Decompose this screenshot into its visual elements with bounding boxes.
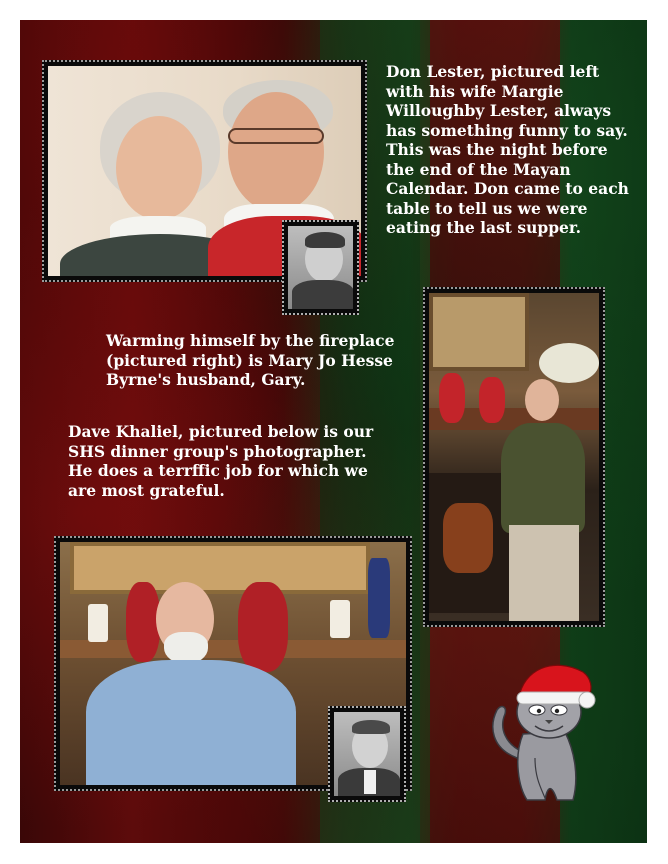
photo-gary-fireplace [423,287,605,627]
santa-cat-illustration [483,648,601,808]
yearbook-photo-don-image [288,226,353,309]
caption-gary-byrne: Warming himself by the fireplace (pictured right) is Mary Jo Hesse Byrne's husband, Gary. [106,331,395,389]
yearbook-photo-dave [328,706,406,802]
photo-gary-fireplace-image [429,293,599,621]
caption-don-lester: Don Lester, pictured left with his wife Margie Willoughby Lester, always has something funny to say. This was the night before the end of the Mayan Calendar. Don came to each table to tell us we were eating the last supper. [386,62,629,237]
santa-hat-icon [517,665,595,708]
yearbook-photo-don [282,220,359,315]
cat-body [518,732,576,800]
scrapbook-page [20,20,647,843]
caption-dave-khaliel: Dave Khaliel, pictured below is our SHS dinner group's photographer. He does a terrffic job for which we are most grateful. [68,422,374,500]
yearbook-photo-dave-image [334,712,400,796]
